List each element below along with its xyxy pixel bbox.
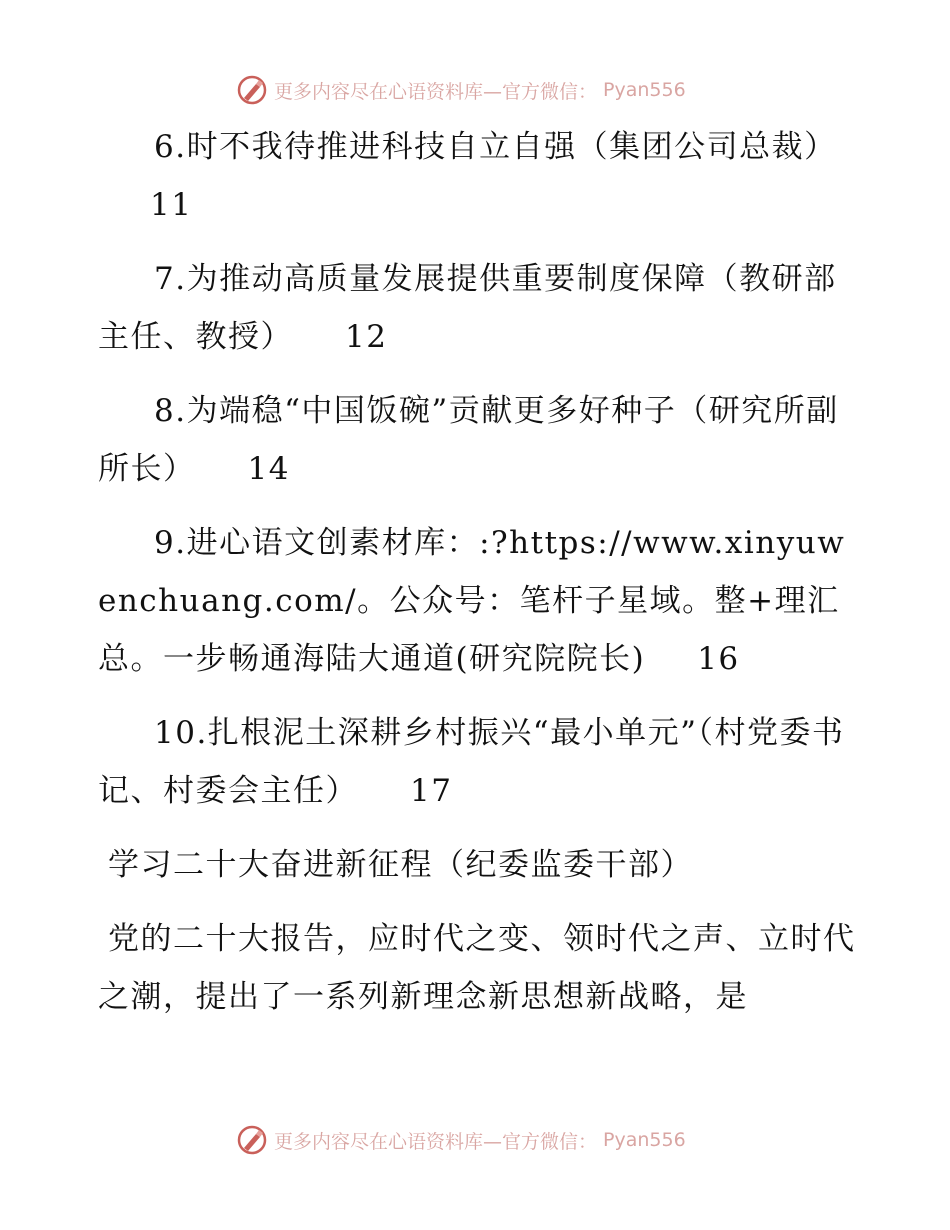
toc-page-number: 12 (345, 319, 388, 355)
toc-entry (98, 118, 858, 234)
toc-page-number: 11 (150, 187, 193, 223)
toc-page-number: 16 (697, 641, 740, 677)
pen-logo-icon (236, 1124, 268, 1156)
toc-title: 7.为推动高质量发展提供重要制度保障（教研部主任、教授） (98, 261, 837, 355)
toc-entry (98, 250, 858, 366)
pen-logo-icon (236, 74, 268, 106)
banner-text: 更多内容尽在心语资料库—官方微信： (274, 80, 598, 103)
document-body (98, 118, 858, 1042)
toc-page-number: 14 (247, 451, 290, 487)
header-banner (236, 72, 686, 108)
footer-banner (236, 1122, 686, 1158)
toc-title: 9.进心语文创素材库：:?https://www.xinyuwenchuang.com/。公众号：笔杆子星域。整+理汇总。一步畅通海陆大通道(研究院院长) (98, 525, 846, 677)
toc-page-number: 17 (410, 773, 453, 809)
toc-entry (98, 514, 858, 688)
toc-title: 8.为端稳“中国饭碗”贡献更多好种子（研究所副所长） (98, 393, 839, 487)
banner-contact: Pyan556 (603, 1129, 686, 1151)
toc-entry (98, 382, 858, 498)
banner-contact: Pyan556 (603, 79, 686, 101)
banner-text: 更多内容尽在心语资料库—官方微信： (274, 1130, 598, 1153)
section-heading: 学习二十大奋进新征程（纪委监委干部） (108, 847, 693, 883)
toc-entry (98, 704, 858, 820)
toc-title: 6.时不我待推进科技自立自强（集团公司总裁） (154, 129, 837, 165)
body-paragraph: 党的二十大报告，应时代之变、领时代之声、立时代之潮，提出了一系列新理念新思想新战略，是 (98, 921, 856, 1015)
toc-title: 10.扎根泥土深耕乡村振兴“最小单元”（村党委书记、村委会主任） (98, 715, 845, 809)
